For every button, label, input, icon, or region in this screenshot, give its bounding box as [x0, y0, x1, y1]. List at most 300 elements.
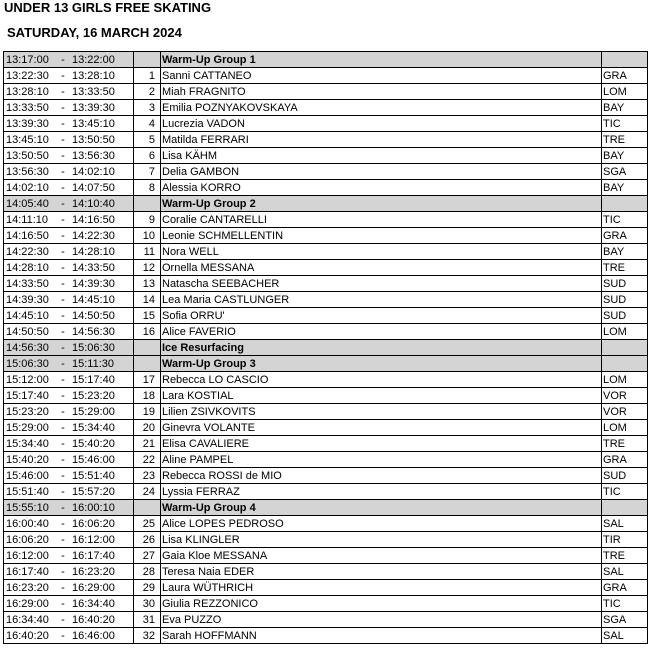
start-number: 16 [134, 324, 161, 340]
skater-row [4, 628, 648, 644]
time-separator: - [61, 101, 65, 114]
skater-name: Coralie CANTARELLI [161, 212, 602, 228]
start-time: 14:02:10 [6, 181, 49, 194]
end-time: 13:50:50 [72, 133, 115, 146]
start-number: 29 [134, 580, 161, 596]
end-time: 16:00:10 [72, 501, 115, 514]
time-cell [4, 308, 134, 324]
nation-cell [602, 52, 648, 68]
start-number: 21 [134, 436, 161, 452]
time-cell [4, 420, 134, 436]
start-time: 13:56:30 [6, 165, 49, 178]
skater-row [4, 532, 648, 548]
group-label: Warm-Up Group 3 [161, 356, 602, 372]
end-time: 16:40:20 [72, 613, 115, 626]
end-time: 16:23:20 [72, 565, 115, 578]
end-time: 14:16:50 [72, 213, 115, 226]
time-separator: - [61, 149, 65, 162]
skater-name: Rebecca ROSSI de MIO [161, 468, 602, 484]
end-time: 14:39:30 [72, 277, 115, 290]
start-number: 18 [134, 388, 161, 404]
skater-row [4, 468, 648, 484]
skater-row [4, 420, 648, 436]
skater-name: Lilien ZSIVKOVITS [161, 404, 602, 420]
club-code: SUD [602, 308, 648, 324]
start-number-cell [134, 196, 161, 212]
time-separator: - [61, 533, 65, 546]
start-number: 30 [134, 596, 161, 612]
start-number: 9 [134, 212, 161, 228]
start-time: 13:39:30 [6, 117, 49, 130]
time-separator: - [61, 261, 65, 274]
skater-name: Eva PUZZO [161, 612, 602, 628]
skater-row [4, 180, 648, 196]
start-time: 13:50:50 [6, 149, 49, 162]
skater-row [4, 276, 648, 292]
start-number: 31 [134, 612, 161, 628]
skater-name: Laura WÜTHRICH [161, 580, 602, 596]
time-cell [4, 180, 134, 196]
time-cell [4, 548, 134, 564]
time-cell [4, 356, 134, 372]
group-label: Ice Resurfacing [161, 340, 602, 356]
start-number: 27 [134, 548, 161, 564]
start-number: 15 [134, 308, 161, 324]
start-time: 16:23:20 [6, 581, 49, 594]
time-separator: - [61, 405, 65, 418]
time-separator: - [61, 437, 65, 450]
time-cell [4, 84, 134, 100]
club-code: GRA [602, 228, 648, 244]
time-cell [4, 564, 134, 580]
start-time: 16:12:00 [6, 549, 49, 562]
nation-cell [602, 356, 648, 372]
end-time: 14:07:50 [72, 181, 115, 194]
start-time: 14:56:30 [6, 341, 49, 354]
skater-name: Miah FRAGNITO [161, 84, 602, 100]
skater-row [4, 388, 648, 404]
start-number: 11 [134, 244, 161, 260]
group-row [4, 356, 648, 372]
club-code: BAY [602, 180, 648, 196]
time-cell [4, 468, 134, 484]
page-title: UNDER 13 GIRLS FREE SKATING [4, 0, 212, 15]
skater-row [4, 596, 648, 612]
skater-row [4, 612, 648, 628]
start-number: 22 [134, 452, 161, 468]
club-code: LOM [602, 372, 648, 388]
start-time: 14:45:10 [6, 309, 49, 322]
time-separator: - [61, 117, 65, 130]
skater-row [4, 436, 648, 452]
end-time: 14:56:30 [72, 325, 115, 338]
start-number: 24 [134, 484, 161, 500]
skater-row [4, 84, 648, 100]
end-time: 13:45:10 [72, 117, 115, 130]
skater-name: Teresa Naia EDER [161, 564, 602, 580]
skater-name: Ginevra VOLANTE [161, 420, 602, 436]
time-separator: - [61, 85, 65, 98]
start-time: 16:17:40 [6, 565, 49, 578]
club-code: VOR [602, 388, 648, 404]
start-time: 13:17:00 [6, 53, 49, 66]
time-separator: - [61, 245, 65, 258]
start-time: 14:11:10 [6, 213, 49, 226]
end-time: 14:33:50 [72, 261, 115, 274]
time-separator: - [61, 517, 65, 530]
club-code: BAY [602, 100, 648, 116]
club-code: SGA [602, 164, 648, 180]
time-cell [4, 436, 134, 452]
skater-name: Lea Maria CASTLUNGER [161, 292, 602, 308]
start-time: 15:12:00 [6, 373, 49, 386]
end-time: 15:57:20 [72, 485, 115, 498]
time-cell [4, 292, 134, 308]
start-time: 13:45:10 [6, 133, 49, 146]
time-separator: - [61, 133, 65, 146]
skater-name: Sofia ORRU' [161, 308, 602, 324]
skater-row [4, 324, 648, 340]
start-number: 4 [134, 116, 161, 132]
start-number: 6 [134, 148, 161, 164]
skater-row [4, 404, 648, 420]
start-time: 14:05:40 [6, 197, 49, 210]
time-separator: - [61, 197, 65, 210]
skater-row [4, 516, 648, 532]
end-time: 13:56:30 [72, 149, 115, 162]
start-number: 8 [134, 180, 161, 196]
group-label: Warm-Up Group 4 [161, 500, 602, 516]
club-code: TRE [602, 260, 648, 276]
time-cell [4, 388, 134, 404]
start-time: 16:29:00 [6, 597, 49, 610]
skater-name: Ornella MESSANA [161, 260, 602, 276]
group-label: Warm-Up Group 2 [161, 196, 602, 212]
end-time: 15:34:40 [72, 421, 115, 434]
end-time: 16:12:00 [72, 533, 115, 546]
time-cell [4, 164, 134, 180]
start-time: 14:16:50 [6, 229, 49, 242]
time-separator: - [61, 53, 65, 66]
start-time: 14:50:50 [6, 325, 49, 338]
event-date: SATURDAY, 16 MARCH 2024 [7, 25, 182, 40]
end-time: 16:46:00 [72, 629, 115, 642]
start-time: 16:34:40 [6, 613, 49, 626]
time-separator: - [61, 453, 65, 466]
skater-name: Sarah HOFFMANN [161, 628, 602, 644]
start-number-cell [134, 340, 161, 356]
skater-row [4, 484, 648, 500]
end-time: 14:10:40 [72, 197, 115, 210]
club-code: TRE [602, 132, 648, 148]
skater-row [4, 260, 648, 276]
time-cell [4, 516, 134, 532]
start-time: 13:22:30 [6, 69, 49, 82]
start-time: 15:23:20 [6, 405, 49, 418]
time-cell [4, 148, 134, 164]
start-number: 28 [134, 564, 161, 580]
end-time: 15:17:40 [72, 373, 115, 386]
start-number: 19 [134, 404, 161, 420]
skater-name: Emilia POZNYAKOVSKAYA [161, 100, 602, 116]
skater-row [4, 116, 648, 132]
start-number: 7 [134, 164, 161, 180]
club-code: TIC [602, 484, 648, 500]
skater-name: Elisa CAVALIERE [161, 436, 602, 452]
time-separator: - [61, 213, 65, 226]
group-row [4, 340, 648, 356]
time-separator: - [61, 277, 65, 290]
skater-row [4, 580, 648, 596]
end-time: 16:34:40 [72, 597, 115, 610]
nation-cell [602, 340, 648, 356]
time-separator: - [61, 629, 65, 642]
skater-name: Lisa KLINGLER [161, 532, 602, 548]
skater-name: Natascha SEEBACHER [161, 276, 602, 292]
skater-name: Rebecca LO CASCIO [161, 372, 602, 388]
start-time: 15:46:00 [6, 469, 49, 482]
start-number: 13 [134, 276, 161, 292]
start-time: 14:39:30 [6, 293, 49, 306]
start-number: 14 [134, 292, 161, 308]
start-number: 10 [134, 228, 161, 244]
time-cell [4, 100, 134, 116]
skater-name: Alessia KORRO [161, 180, 602, 196]
end-time: 13:28:10 [72, 69, 115, 82]
club-code: SUD [602, 468, 648, 484]
club-code: VOR [602, 404, 648, 420]
time-cell [4, 244, 134, 260]
start-time: 16:06:20 [6, 533, 49, 546]
time-cell [4, 116, 134, 132]
skater-row [4, 132, 648, 148]
group-row [4, 500, 648, 516]
start-number: 26 [134, 532, 161, 548]
time-cell [4, 52, 134, 68]
schedule-table [3, 51, 648, 644]
time-cell [4, 372, 134, 388]
nation-cell [602, 500, 648, 516]
time-cell [4, 340, 134, 356]
start-time: 15:40:20 [6, 453, 49, 466]
skater-row [4, 100, 648, 116]
time-cell [4, 260, 134, 276]
time-separator: - [61, 357, 65, 370]
time-separator: - [61, 373, 65, 386]
skater-row [4, 372, 648, 388]
end-time: 15:40:20 [72, 437, 115, 450]
time-separator: - [61, 581, 65, 594]
end-time: 15:51:40 [72, 469, 115, 482]
skater-name: Lyssia FERRAZ [161, 484, 602, 500]
skater-row [4, 564, 648, 580]
skater-name: Alice FAVERIO [161, 324, 602, 340]
start-number: 32 [134, 628, 161, 644]
skater-name: Matilda FERRARI [161, 132, 602, 148]
skater-row [4, 212, 648, 228]
start-time: 16:40:20 [6, 629, 49, 642]
start-number-cell [134, 356, 161, 372]
club-code: BAY [602, 244, 648, 260]
time-cell [4, 580, 134, 596]
club-code: LOM [602, 420, 648, 436]
nation-cell [602, 196, 648, 212]
start-time: 16:00:40 [6, 517, 49, 530]
start-number-cell [134, 500, 161, 516]
club-code: LOM [602, 84, 648, 100]
time-cell [4, 628, 134, 644]
time-cell [4, 212, 134, 228]
start-number: 2 [134, 84, 161, 100]
club-code: LOM [602, 324, 648, 340]
end-time: 14:45:10 [72, 293, 115, 306]
end-time: 14:22:30 [72, 229, 115, 242]
skater-name: Lisa KÄHM [161, 148, 602, 164]
time-cell [4, 484, 134, 500]
group-label: Warm-Up Group 1 [161, 52, 602, 68]
skater-row [4, 148, 648, 164]
end-time: 13:33:50 [72, 85, 115, 98]
end-time: 13:22:00 [72, 53, 115, 66]
club-code: SUD [602, 276, 648, 292]
skater-name: Lucrezia VADON [161, 116, 602, 132]
start-number: 3 [134, 100, 161, 116]
start-number: 1 [134, 68, 161, 84]
end-time: 15:29:00 [72, 405, 115, 418]
skater-row [4, 452, 648, 468]
skater-name: Giulia REZZONICO [161, 596, 602, 612]
time-cell [4, 276, 134, 292]
time-separator: - [61, 565, 65, 578]
start-time: 15:17:40 [6, 389, 49, 402]
start-time: 15:55:10 [6, 501, 49, 514]
skater-name: Sanni CATTANEO [161, 68, 602, 84]
time-cell [4, 532, 134, 548]
end-time: 16:29:00 [72, 581, 115, 594]
time-separator: - [61, 485, 65, 498]
skater-name: Leonie SCHMELLENTIN [161, 228, 602, 244]
time-cell [4, 196, 134, 212]
group-row [4, 52, 648, 68]
time-cell [4, 132, 134, 148]
time-separator: - [61, 293, 65, 306]
club-code: TIC [602, 116, 648, 132]
club-code: TIC [602, 596, 648, 612]
start-time: 14:33:50 [6, 277, 49, 290]
skater-name: Alice LOPES PEDROSO [161, 516, 602, 532]
end-time: 16:06:20 [72, 517, 115, 530]
skater-name: Nora WELL [161, 244, 602, 260]
club-code: TIR [602, 532, 648, 548]
club-code: SUD [602, 292, 648, 308]
skater-row [4, 292, 648, 308]
start-time: 14:22:30 [6, 245, 49, 258]
time-separator: - [61, 341, 65, 354]
club-code: TRE [602, 436, 648, 452]
start-number: 23 [134, 468, 161, 484]
end-time: 15:06:30 [72, 341, 115, 354]
time-cell [4, 68, 134, 84]
start-number: 5 [134, 132, 161, 148]
skater-row [4, 228, 648, 244]
skater-row [4, 548, 648, 564]
start-number: 20 [134, 420, 161, 436]
time-separator: - [61, 309, 65, 322]
start-time: 13:33:50 [6, 101, 49, 114]
start-time: 15:51:40 [6, 485, 49, 498]
time-separator: - [61, 421, 65, 434]
club-code: GRA [602, 68, 648, 84]
time-separator: - [61, 165, 65, 178]
time-separator: - [61, 501, 65, 514]
end-time: 13:39:30 [72, 101, 115, 114]
club-code: SGA [602, 612, 648, 628]
skater-row [4, 164, 648, 180]
time-separator: - [61, 181, 65, 194]
skater-name: Gaia Kloe MESSANA [161, 548, 602, 564]
club-code: GRA [602, 452, 648, 468]
end-time: 14:02:10 [72, 165, 115, 178]
skater-name: Aline PAMPEL [161, 452, 602, 468]
time-cell [4, 596, 134, 612]
end-time: 14:50:50 [72, 309, 115, 322]
club-code: TRE [602, 548, 648, 564]
time-separator: - [61, 389, 65, 402]
skater-row [4, 68, 648, 84]
end-time: 16:17:40 [72, 549, 115, 562]
start-time: 15:06:30 [6, 357, 49, 370]
time-separator: - [61, 69, 65, 82]
time-cell [4, 404, 134, 420]
start-time: 14:28:10 [6, 261, 49, 274]
time-separator: - [61, 325, 65, 338]
start-number: 17 [134, 372, 161, 388]
end-time: 15:11:30 [72, 357, 115, 370]
time-cell [4, 612, 134, 628]
start-number: 25 [134, 516, 161, 532]
time-separator: - [61, 469, 65, 482]
time-cell [4, 228, 134, 244]
start-time: 13:28:10 [6, 85, 49, 98]
time-separator: - [61, 597, 65, 610]
time-separator: - [61, 613, 65, 626]
schedule-body [4, 52, 648, 644]
skater-row [4, 308, 648, 324]
skater-name: Lara KOSTIAL [161, 388, 602, 404]
club-code: SAL [602, 516, 648, 532]
club-code: TIC [602, 212, 648, 228]
start-number: 12 [134, 260, 161, 276]
end-time: 14:28:10 [72, 245, 115, 258]
end-time: 15:23:20 [72, 389, 115, 402]
club-code: GRA [602, 580, 648, 596]
start-time: 15:29:00 [6, 421, 49, 434]
club-code: SAL [602, 564, 648, 580]
start-time: 15:34:40 [6, 437, 49, 450]
group-row [4, 196, 648, 212]
skater-name: Delia GAMBON [161, 164, 602, 180]
time-separator: - [61, 229, 65, 242]
time-separator: - [61, 549, 65, 562]
time-cell [4, 452, 134, 468]
start-number-cell [134, 52, 161, 68]
time-cell [4, 324, 134, 340]
end-time: 15:46:00 [72, 453, 115, 466]
club-code: BAY [602, 148, 648, 164]
club-code: SAL [602, 628, 648, 644]
skater-row [4, 244, 648, 260]
time-cell [4, 500, 134, 516]
